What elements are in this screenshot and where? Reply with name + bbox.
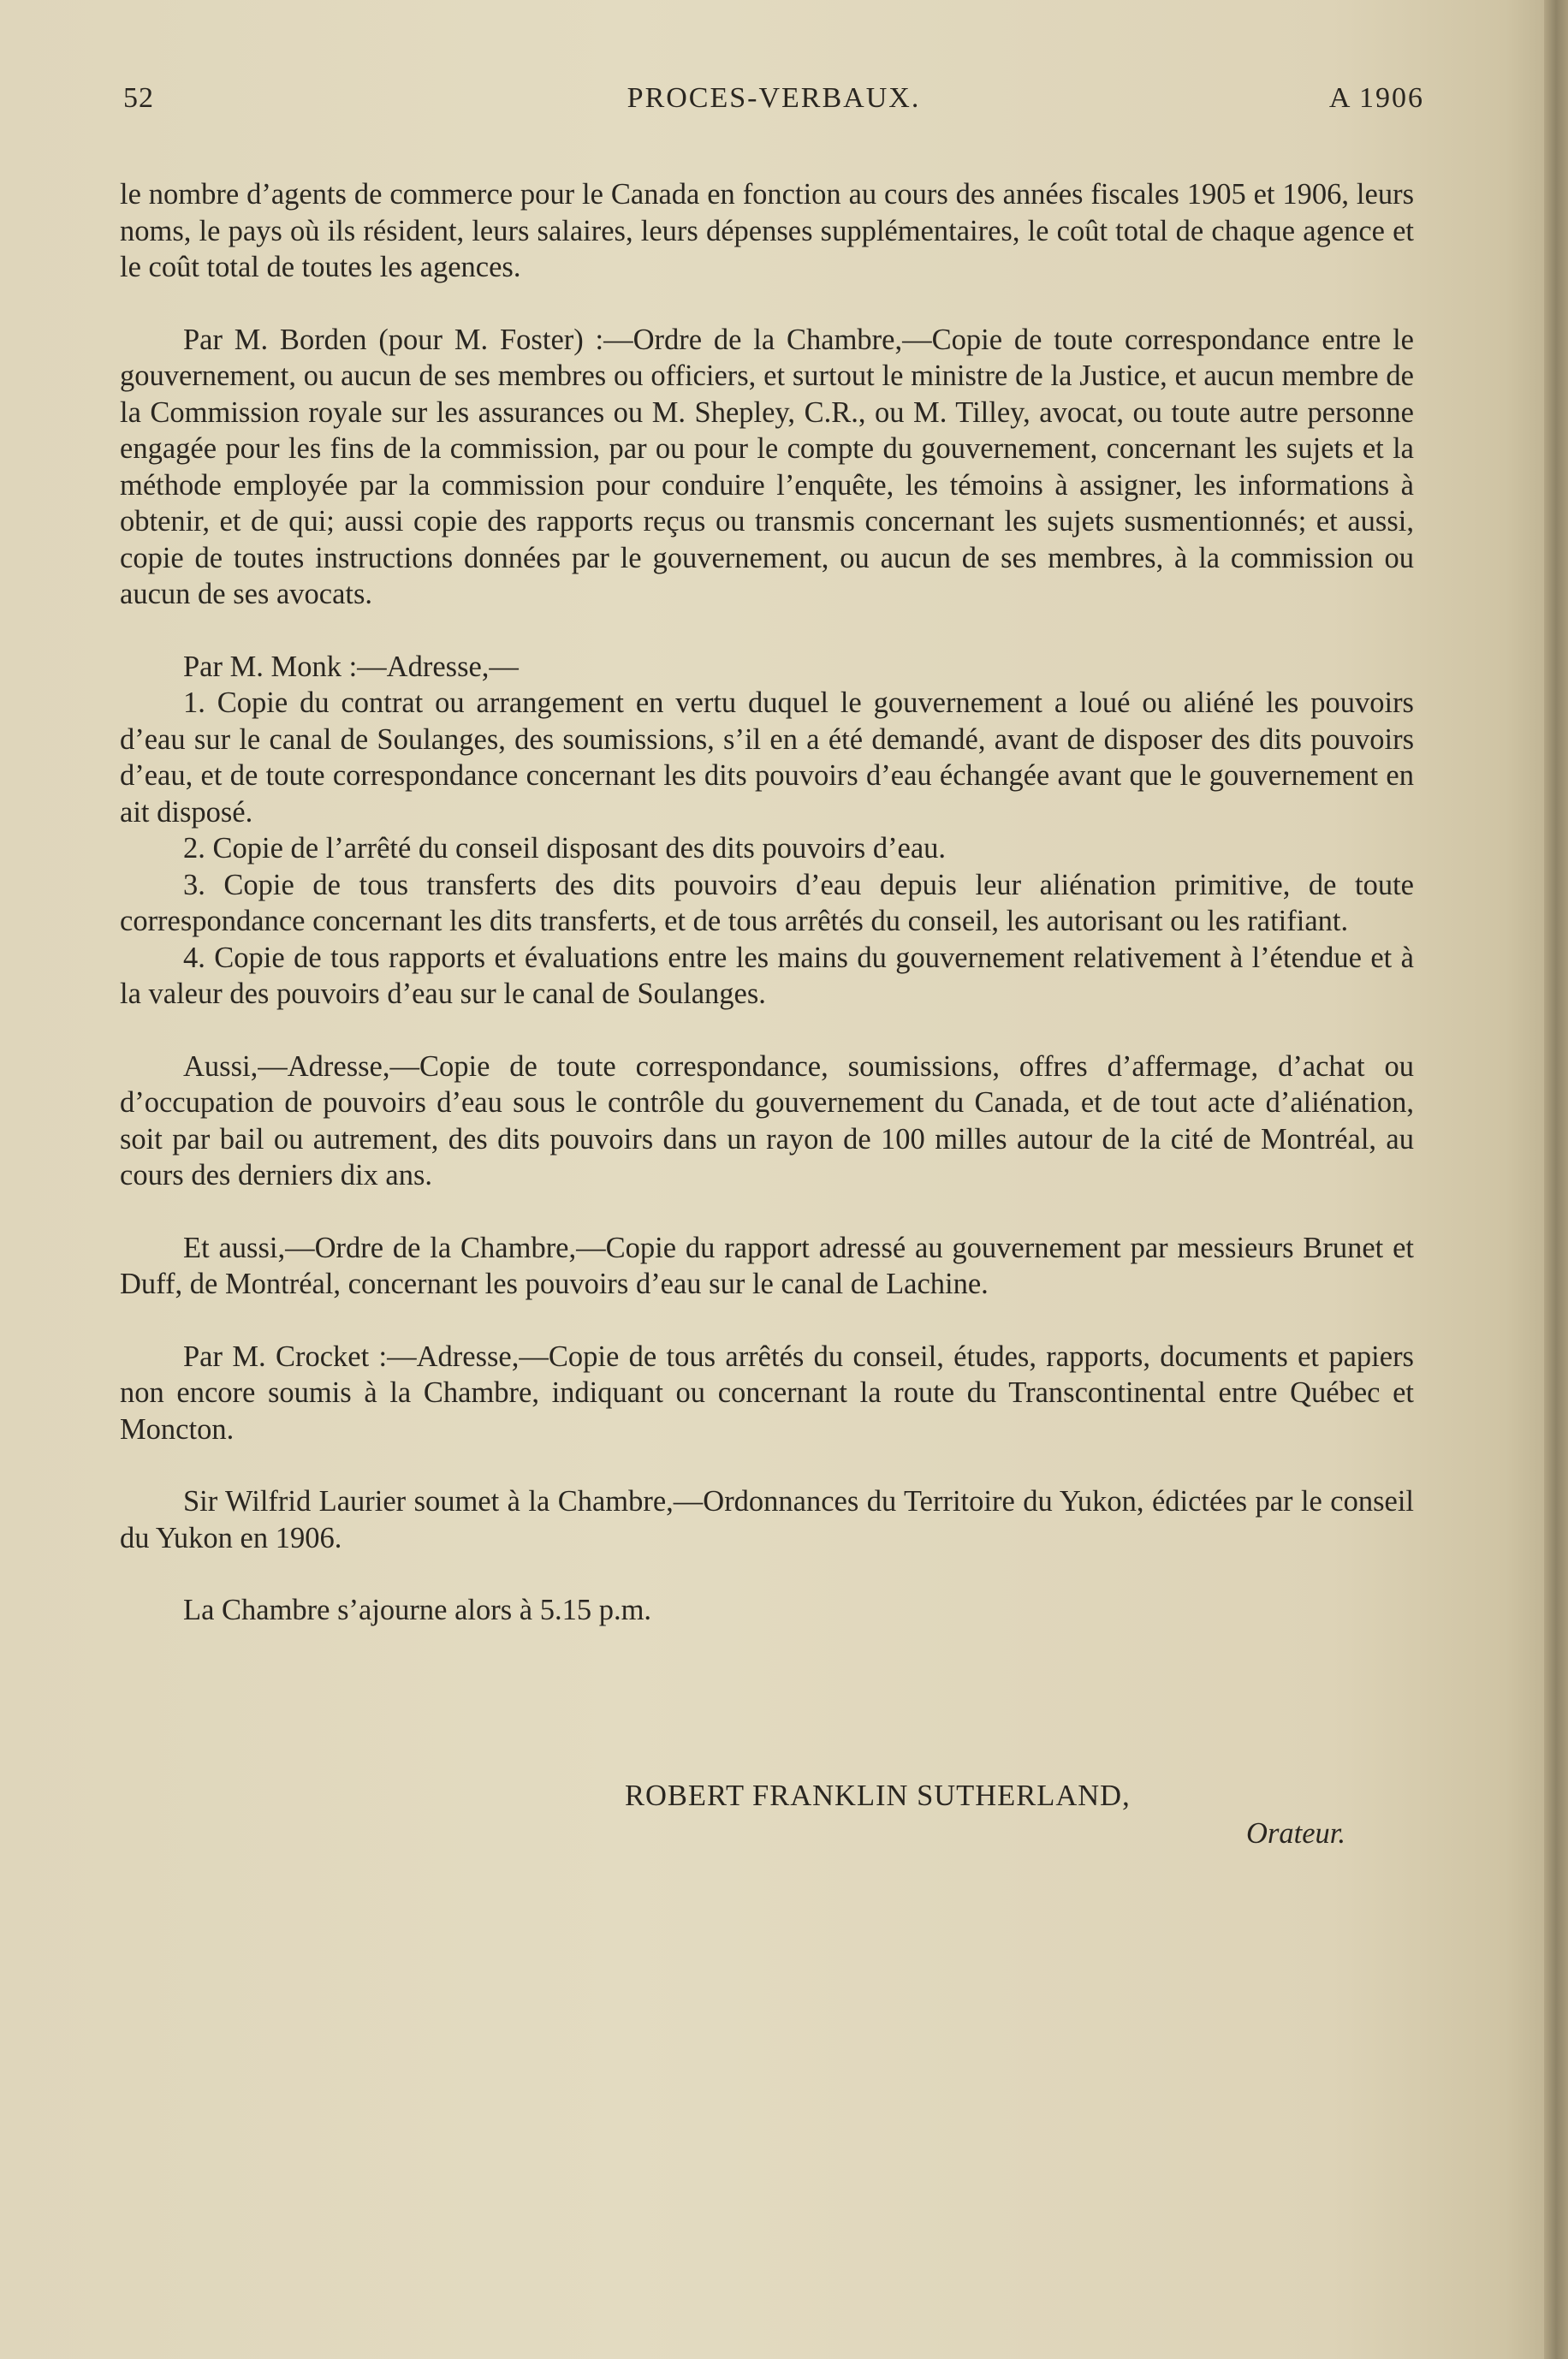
list-item: 3. Copie de tous transferts des dits pouvoirs d’eau depuis leur aliénation primitive, de toute correspondance concernant les dits transferts, et de tous arrêtés du conseil, les autorisant ou les ratifiant. [120,868,1414,937]
signatory-name: ROBERT FRANKLIN SUTHERLAND, [625,1780,1131,1812]
running-title: PROCES-VERBAUX. [627,82,921,114]
paragraph-borden-motion: Par M. Borden (pour M. Foster) :—Ordre de la Chambre,—Copie de toute correspondance entre le gouvernement, ou aucun de ses membres ou officiers, et surtout le ministre de la Justice, et aucun membre de la Commission royale sur les assurances ou M. Shepley, C.R., ou M. Tilley, avocat, ou toute autre personne engagée pour les fins de la commission, par ou pour le compte du gouvernement, concernant les sujets et la méthode employée par la commission pour conduire l’enquête, les témoins à assigner, les informations à obtenir, et de qui; aussi copie des rapports reçus ou transmis concernant les sujets susmentionnés; et aussi, copie de toutes instructions données par le gouvernement, ou aucun de ses membres, à la commission ou aucun de ses avocats. [120,323,1414,610]
paragraph-adjournment: La Chambre s’ajourne alors à 5.15 p.m. [183,1594,652,1626]
list-item: 2. Copie de l’arrêté du conseil disposant des dits pouvoirs d’eau. [183,832,947,865]
signature-block [120,1777,1414,1852]
page-edge [1544,0,1568,2359]
list-item: 4. Copie de tous rapports et évaluations entre les mains du gouvernement relativement à l’étendue et à la valeur des pouvoirs d’eau sur le canal de Soulanges. [120,941,1414,1010]
paragraph-et-aussi: Et aussi,—Ordre de la Chambre,—Copie du rapport adressé au gouvernement par messieurs Brunet et Duff, de Montréal, concernant les pouvoirs d’eau sur le canal de Lachine. [120,1231,1414,1300]
paragraph-continuation: le nombre d’agents de commerce pour le Canada en fonction au cours des années fiscales 1905 et 1906, leurs noms, le pays où ils résident, leurs salaires, leurs dépenses supplémentaires, le coût total de chaque agence et le coût total de toutes les agences. [120,178,1414,283]
session-year: A 1906 [1328,82,1424,114]
signatory-role: Orateur. [1246,1817,1345,1850]
page-number: 52 [123,82,154,114]
paragraph-crocket-motion: Par M. Crocket :—Adresse,—Copie de tous arrêtés du conseil, études, rapports, documents et papiers non encore soumis à la Chambre, indiquant ou concernant la route du Transcontinental entre Québec et Moncton. [120,1340,1414,1446]
page-header [123,82,1424,134]
document-body [120,176,1414,1629]
paragraph-aussi-adresse: Aussi,—Adresse,—Copie de toute correspondance, soumissions, offres d’affermage, d’achat ou d’occupation de pouvoirs d’eau sous le contrôle du gouvernement du Canada, et de tout acte d’aliénation, soit par bail ou autrement, des dits pouvoirs dans un rayon de 100 milles autour de la cité de Montréal, au cours des derniers dix ans. [120,1049,1414,1191]
paragraph-monk-motion: Par M. Monk :—Adresse,— [183,650,519,683]
paragraph-laurier: Sir Wilfrid Laurier soumet à la Chambre,—Ordonnances du Territoire du Yukon, édictées par le conseil du Yukon en 1906. [120,1485,1414,1554]
list-item: 1. Copie du contrat ou arrangement en vertu duquel le gouvernement a loué ou aliéné les pouvoirs d’eau sur le canal de Soulanges, des soumissions, s’il en a été demandé, avant de disposer des dits pouvoirs d’eau, et de toute correspondance concernant les dits pouvoirs d’eau échangée avant que le gouvernement en ait disposé. [120,686,1414,829]
